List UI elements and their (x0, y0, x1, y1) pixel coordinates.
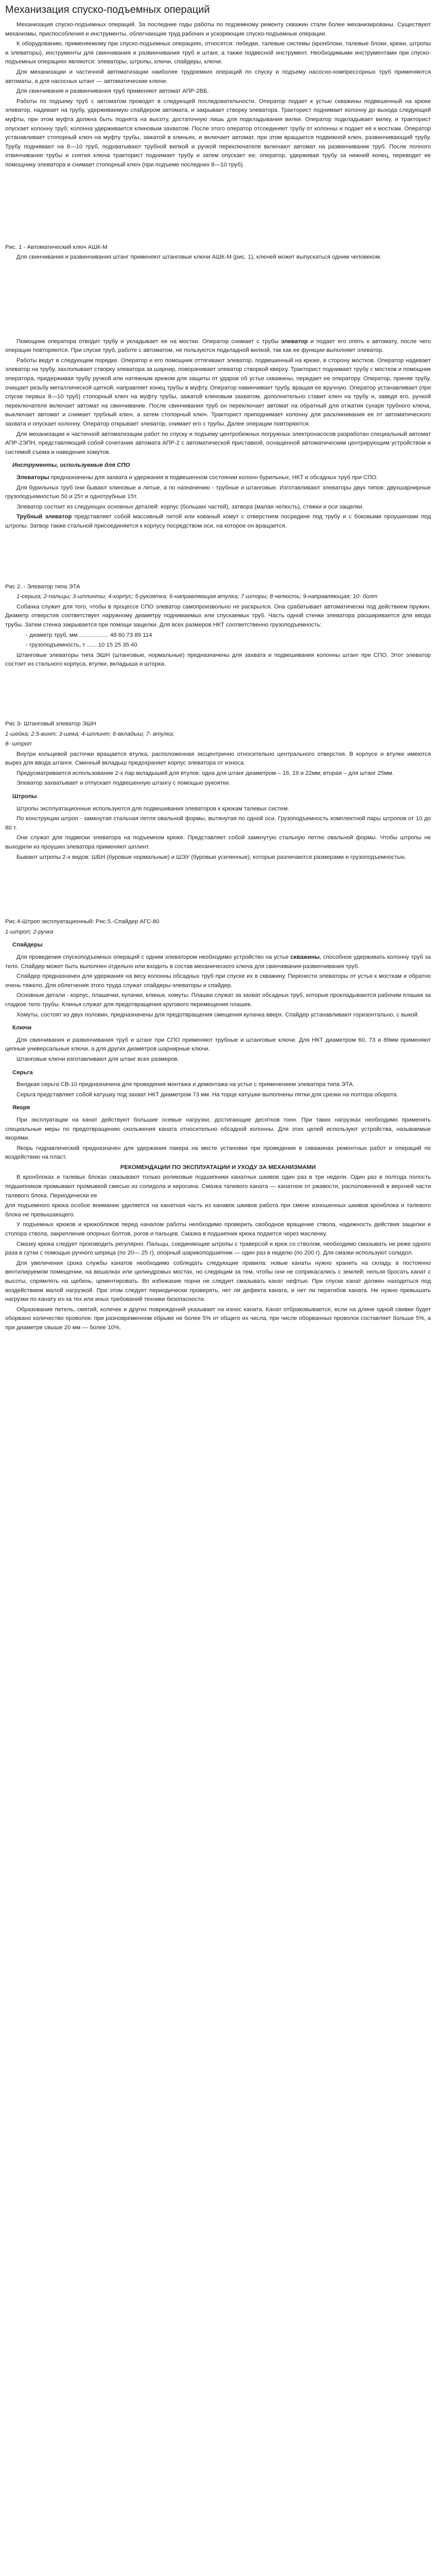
paragraph: Собачка служит для того, чтобы в процессе СПО элеватор самопроизвольно не раскрылся. Она срабатывает автоматически под действием пружин. Диаметр отверстия соответствует наружному диаметру поднимаемых или спускаемых труб. Часть одной стенки элеватора расширивается для ввода трубы. Затем стенка закрывается при помощи защелки. Для всех размеров НКТ соответственно грузоподъемность: (5, 603, 431, 628)
paragraph: Элеватор состоит из следующих основных деталей: корпус (больших частей), затвора (малая челюсть), стяжки и оси защелки. (16, 503, 364, 510)
emphasis-term: Трубный элеватор (16, 514, 72, 520)
paragraph: Работы по подъему труб с автоматом проводят в следующей последовательности. Оператор подает к устью скважины подвешенный на крюке элеватор, надевает на трубу, удерживаемую спайдером автомата, и закрывает створку элеватора. Тракторист поднимает колонну до выхода следующей муфты, при этом муфта должна быть поднята на высоту, достаточную лишь для подкладывания вилки. Оператор подкладывает вилку, и тракторист опускает колонну труб; колонна удерживается клиновым захватом. После этого оператор отсоединяет трубу от колонны и подает её к мосткам. Оператор устанавливает стопорный ключ на муфту трубы, зажатой в клиньях, и включает автомат, при этом вращается подвижной ключ, развинчивающий трубу. Трубу поднимают на 8—10 труб, подхватывают трубной вилкой и ручкой переключателя включают автомат на развинчивание труб. После полного отвинчивания трубы и снятия ключа тракторист поднимает трубу и затем опускает ее; оператор, удерживая трубу за нижний конец, переводит ее помощнику элеватора и снимает стопорный ключ (при подъеме последних 8—10 труб). (5, 98, 431, 168)
subsection-heading: Серьга (12, 1069, 33, 1076)
paragraph: Для механизации и частичной автоматизации наиболее трудоемких операций по спуску и подъему насосно-компрессорных труб применяются автоматы, а для насосных штанг — автоматические ключи. (5, 69, 431, 84)
emphasis-term: Элеваторы (16, 474, 49, 481)
paragraph: Для свинчивания и развинчивания штанг применяют штанговые ключи АШК-М (рис. 1), ключей может выпускаться одним человеком. (16, 254, 382, 261)
paragraph: Для бурильных труб они бывают клиновые и литые, а по назначению - трубные и штанговые. Изготавливают элеваторы двух типов: двухшарнирные грузоподъемностью 50 и 25т и однотрубные 15т. (5, 484, 431, 500)
figure-caption: Рис.4-Штроп эксплуатационный: Рис.5.-Спайдер АГС-80 (5, 919, 160, 925)
paragraph: 1-штроп; 2-ручка (5, 928, 54, 935)
figure-caption: Рис 2. - Элеватор типа ЭТА (5, 583, 80, 590)
figure-placeholder (5, 863, 431, 916)
paragraph: При эксплуатации на канат действуют большие осевые нагрузки, достигающие десятков тонн. При таких нагрузках необходимо применять специальные меры по предотвращению скольжения каната относительно обсадной колонны. Для этих целей используют устройства, называемые якорями. (5, 1116, 431, 1142)
paragraph: Для увеличения срока службы канатов необходимо соблюдать следующие правила: новые канаты нужно хранить на складу, в постоянно вентилируемом помещении, на вешалках или цилиндровых мостах, но следящим за тем, чтобы они не соприкасались с землей; нельзя бросать канат с высоты, спрямлять на щебень, цементировать. Во избежание порчи не следует смазывать канат нефтью. При спуске канат должен находиться под воздействием малой нагрузкой. При этом следует периодически проверять, нет ли дефекта каната, и нет ли перегибов каната. Не нужно превышать нагрузки по канату из-за тех или иных требований техники безопасности. (5, 1260, 431, 1303)
paragraph: Хомуты, состоят из двух половин, предназначены для предотвращения смещения кулачка вверх. Спайдер устанавливают горизонтально, с выкой. (16, 1011, 420, 1018)
paragraph: - грузоподъемность, т .......10 15 25 35 40 (26, 642, 137, 649)
paragraph: 1-серьга; 2-пальцы; 3-шплинты; 4-корпус; 5-рукоятка; 6-направляющая втулка; 7-шторы; 8-челюсть; 9-направляющая; 10- болт (16, 594, 378, 600)
figure-placeholder (5, 171, 431, 241)
subsection-heading: Якоря (12, 1105, 30, 1111)
subsection-heading: Ключи (12, 1025, 32, 1031)
emphasis-term: скважины (290, 954, 320, 960)
paragraph: Штанговые элеваторы типа ЭШН (штанговые, нормальные) предназначены для захвата и подвешивания колонны штанг при СПО. Этот элеватор состоит из стального корпуса, втулки, вкладыша и шторка. (5, 652, 431, 668)
figure-caption: Рис. 1 - Автоматический ключ АШК-М (5, 244, 108, 250)
paragraph: Спайдер предназначен для удержания на весу колонны обсадных труб при спуске их в скважину. Перенести элеваторы от устья к мосткам и обратно очень тяжело. Для облегчения этого труда служат спайдеры-элеваторы и спайдер. (5, 973, 431, 989)
paragraph: Для свинчивания и развинчивания труб применяют автомат АПР-2ВБ. (16, 88, 209, 95)
paragraph: Штанговые ключи изготавливают для штанг всех размеров. (16, 1056, 179, 1062)
document-body (5, 21, 431, 1333)
section-heading: Инструменты, используемые для СПО (12, 462, 130, 469)
paragraph: Предусматривается использование 2-х пар вкладышей для втулок: одна для штанг диаметром – 16, 19 и 22мм; вторая – для штанг 25мм. (16, 770, 394, 776)
centered-heading: РЕКОМЕНДАЦИИ ПО ЭКСПЛУАТАЦИИ И УХОДУ ЗА МЕХАНИЗМАМИ (120, 1164, 316, 1171)
paragraph: Вилдкая серьга СВ-10 предназначена для проведения монтажа и демонтажа на устье с применением элеватора типа ЭТА. (16, 1081, 355, 1088)
paragraph: 8- штроп (5, 741, 32, 748)
paragraph: Внутри кольцевой расточки вращается втулка, расположенная эксцентрично относительно центрального отверстия. В корпусе и втулке имеются вырез для ввода штанги. Сменный вкладыш предохраняет корпус элеватора от износа. (5, 751, 431, 767)
paragraph: - диаметр труб, мм .................. 48 60 73 89 114 (26, 632, 152, 638)
paragraph: Помощник оператора отводит трубу и укладывает ее на мостки. Оператор снимает с трубы элеватор и подает его опять к автомату, после чего операции повторяются. При спуске труб, работе с автоматом, не пользуются подкладной вилкой, так как ее функции выполняет элеватор. (5, 338, 431, 354)
emphasis-term: элеватор (281, 338, 308, 345)
paragraph: По конструкции штроп - замкнутая стальная петля овальной формы, вытянутая по одной оси. Грузоподъемность комплектной пары штропов от 10 до 80 т. (5, 816, 431, 831)
paragraph: Образование петель, смятий, колечек и других повреждений указывает на износ каната. Канат отбраковывается, если на длине одной свивки будет оборвано количество проволок: при разновременном обрыве не более 5% от общего их числа, при числе оборванных проволок составляет больше 5%, а при диаметре свыше 20 мм — более 10%. (5, 1306, 431, 1331)
paragraph: Смазку крюка следует производить регулярно. Пальцы, соединяющие штропы с траверсой и крюк со стволом, необходимо смазывать не реже одного раза в сутки с помощью ручного шприца (по 20— 25 г), опорный шарикоподшипник — один раз в неделю (по 200 г). Для смазки используют солидол. (5, 1241, 431, 1257)
paragraph: Механизация спуско-подъемных операций. За последние годы работы по подземному ремонту скважин стали более механизированы. Существуют механизмы, приспособления и инструменты, облегчающие труд рабочих и ускоряющие спуско-подъемные операции. (5, 22, 431, 37)
figure-placeholder (5, 670, 431, 718)
paragraph: Бывают штропы 2-х видов: ШБН (буровые нормальные) и ШЭУ (буровые усиленные), которые различаются размерами и грузоподъемностью. (16, 854, 407, 860)
paragraph: Для проведения спускоподъемных операций с одним элеватором необходимо устройство на устье скважины, способное удерживать колонну труб за тело. Спайдер может быть выполнен отдельно или входить в состав механического ключа для свинчивания-развинчивания труб. (5, 954, 431, 970)
paragraph: В кронблоках и талевых блоках смазывают только роликовые подшипники канатных шкивов один раз в три недели. Один раз в полгода полость подшипников промывают промывкой смесью из солидола и керосина. Смазка талевого каната — канатное от ржавости, расположенной в верхней части талевого блока. Периодически ее (5, 1174, 431, 1199)
figure-placeholder (5, 532, 431, 581)
subsection-heading: Спайдеры (12, 942, 43, 948)
paragraph: Они служат для подвески элеватора на подъемном крюке. Представляет собой замкнутую стальную петлю овальной формы. Чтобы штропы не выходили из проушин элеватора применяют шплинт. (5, 835, 431, 851)
paragraph: для подъемного крюка особое внимание уделяется на канатная часть из канавок шкивов работа при смене изношенных шкивов кронблока и талевого блока не превышающего. (5, 1202, 431, 1218)
page-title: Механизация спуско-подъемных операций (5, 4, 210, 15)
figure-placeholder (5, 263, 431, 337)
paragraph: У подъемных крюков и крюкоблоков перед началом работы необходимо проверить свободное вращение ствола, надежность действия защелки и стопора ствола, закрепление опорных болтов, рогов и пальцев. Смазка в подшипник крюка подается через масленку. (5, 1222, 431, 1238)
paragraph: Работы ведут в следующем порядке. Оператор и его помощник оттягивают элеватор, подвешенный на крюке, в сторону мостков. Оператор надевает элеватор на трубу, захлопывает створку элеватора за шарнир, поворачивает элеватор створкой кверху. Тракторист поднимает трубу с мостков и помощник оператора, придерживая трубу ручкой или натяжным крюком для защиты от ударов об устье скважины, передает ее оператору. Оператор, приняв трубу, очищает резьбу металлической щеткой, направляет конец трубы в муфту. Оператор навинчивает трубу, вращая ее вручную. Оператор устанавливает (при спуске первых 8—10 труб) стопорный ключ на муфту трубы, зажатой клиновым захватом, дополнительно ставит ключ на трубу и, заведя его, ручкой переключателя включает автомат на свинчивание. После свинчивания труб он переключает автомат на обратный для отжатия сухаря трубного ключа, выключает автомат и снимает трубный ключ, а затем стопорный ключ. Тракторист приподнимает колонну для расклинивания ее от автоматического захвата и опускает колонну. Оператор открывает элеватор, снимает его с трубы. Далее операции повторяются. (5, 357, 431, 428)
paragraph: Основные детали - корпус, плашечки, кулачки, клинья, хомуты. Плашки служат за захват обсадных труб, которые прокладываются рабочим плашек за гладкое тело трубы. Клинья служат для предотвращения кругового перемещения плашек. (5, 992, 431, 1008)
paragraph: Для свинчивания и развинчивания труб и штанг при СПО применяют трубные и штанговые ключи. Для НКТ диаметром 60, 73 и 89мм применяют цепные универсальные ключи, а для других диаметров шарнирные ключи. (5, 1037, 431, 1053)
paragraph: Серьга представляет собой катушку под захват НКТ диаметром 73 мм. На торце катушки выполнены пятки для срезки на полтора оборота. (16, 1091, 398, 1098)
figure-caption: Рис 3- Штанговый элеватор ЭШН (5, 720, 96, 727)
paragraph: Штропы эксплуатационные используются для подвешивания элеваторов к крюкам талевых систем. (16, 805, 289, 812)
paragraph: Для механизации и частичной автоматизации работ по спуску и подъему центробежных погружных электронасосов разработан специальный автомат АПР-2ЭПН, представляющий собой сочетание автомата АПР-2 с автоматической приставкой, оснащенной автоматическим центрирующим устройством и системой съема и наведения хомутов. (5, 431, 431, 455)
subsection-heading: Штропы (12, 793, 37, 800)
paragraph: К оборудованию, применяемому при спуско-подъемных операциях, относятся: лебедки, талевые системы (кронблоки, талевые блоки, крюки, штропы и элеваторы), инструменты для свинчивания и развинчивания труб и штанг, а также подвесной инструмент. Необходимыми инструментами при спуско-подъемных операциях являются: элеваторы, штропы, ключи, спайдеры, ключи. (5, 41, 431, 65)
paragraph: Элеватор захватывает и отпускает подвешенную штангу с помощью рукоятки. (16, 780, 231, 787)
paragraph: Элеваторы предназначены для захвата и удержания в подвешенном состоянии колонн бурильных, НКТ и обсадных труб при СПО. (16, 474, 378, 481)
paragraph: Якорь гидравлический предназначен для удержания пакера на месте установки при проведении в скважинах ремонтных работ и операций по воздействию на пласт. (5, 1145, 431, 1161)
paragraph: 1-шейка; 2.5-винт; 3-шека; 4-шплинт; 6-вкладыш; 7- втулка; (5, 731, 175, 737)
paragraph: Трубный элеватор представляет собой массивный литой или кованый хомут с отверстием посредине под трубу и с боковыми проушинами под штропы. Затвор также стальной присоединяется к корпусу посредством оси, на которое он вращается. (5, 514, 431, 529)
